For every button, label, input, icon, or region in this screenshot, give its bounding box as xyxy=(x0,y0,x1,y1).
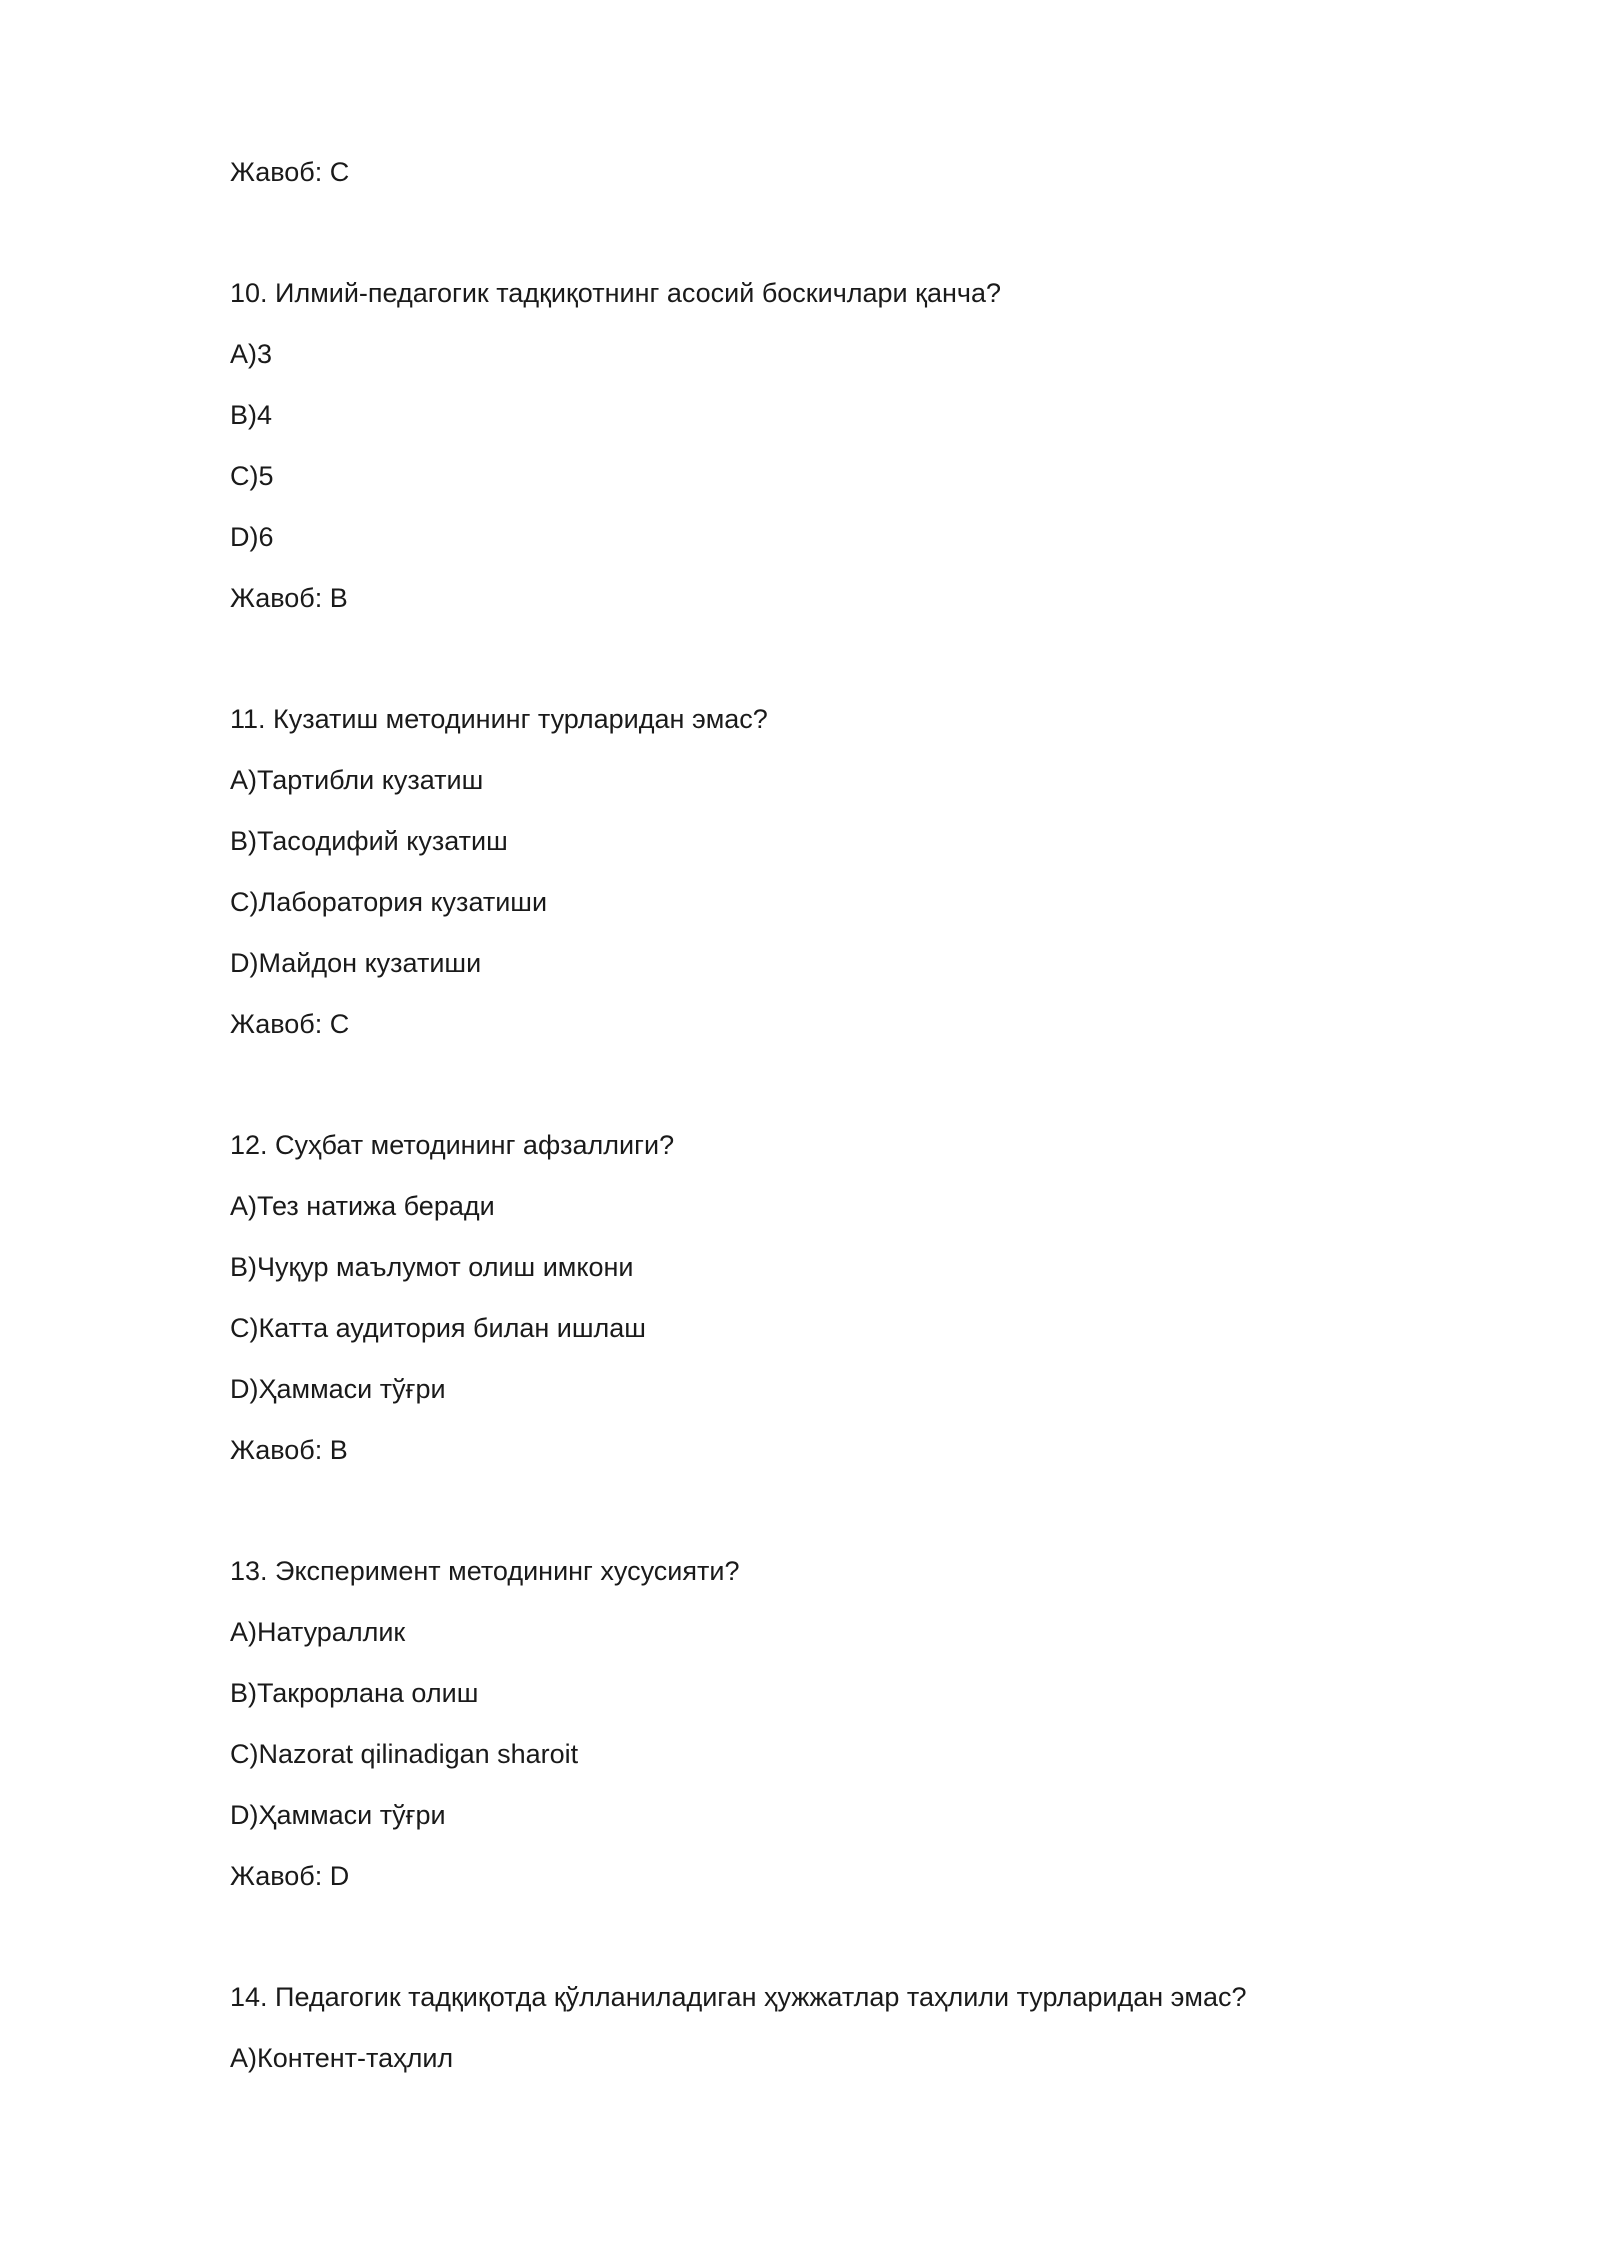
question-12: 12. Суҳбат методининг афзаллиги? xyxy=(230,1130,675,1160)
option-a: A)Тартибли кузатиш xyxy=(230,765,484,795)
question-13: 13. Эксперимент методининг хусусияти? xyxy=(230,1556,740,1586)
option-c: C)Лаборатория кузатиши xyxy=(230,887,548,917)
option-a: A)Тез натижа беради xyxy=(230,1191,495,1221)
option-b: B)Такрорлана олиш xyxy=(230,1678,479,1708)
option-b: B)Тасодифий кузатиш xyxy=(230,826,508,856)
question-11: 11. Кузатиш методининг турларидан эмас? xyxy=(230,704,768,734)
option-a: A)Контент-таҳлил xyxy=(230,2043,454,2073)
option-d: D)6 xyxy=(230,522,274,552)
option-d: D)Ҳаммаси тўғри xyxy=(230,1374,446,1404)
question-14: 14. Педагогик тадқиқотда қўлланиладиган ҳужжатлар таҳлили турларидан эмас? xyxy=(230,1982,1247,2012)
option-c: C)Nazorat qilinadigan sharoit xyxy=(230,1739,579,1769)
option-c: C)Катта аудитория билан ишлаш xyxy=(230,1313,646,1343)
option-d: D)Ҳаммаси тўғри xyxy=(230,1800,446,1830)
option-c: C)5 xyxy=(230,461,274,491)
option-a: A)Натураллик xyxy=(230,1617,406,1647)
option-b: B)Чуқур маълумот олиш имкони xyxy=(230,1252,634,1282)
question-10: 10. Илмий-педагогик тадқиқотнинг асосий боскичлари қанча? xyxy=(230,278,1001,308)
option-b: B)4 xyxy=(230,400,273,430)
option-a: A)3 xyxy=(230,339,273,369)
answer-line: Жавоб: B xyxy=(230,1435,348,1465)
answer-line: Жавоб: С xyxy=(230,157,350,187)
option-d: D)Майдон кузатиши xyxy=(230,948,482,978)
answer-line: Жавоб: D xyxy=(230,1861,350,1891)
answer-line: Жавоб: C xyxy=(230,1009,350,1039)
answer-line: Жавоб: B xyxy=(230,583,348,613)
